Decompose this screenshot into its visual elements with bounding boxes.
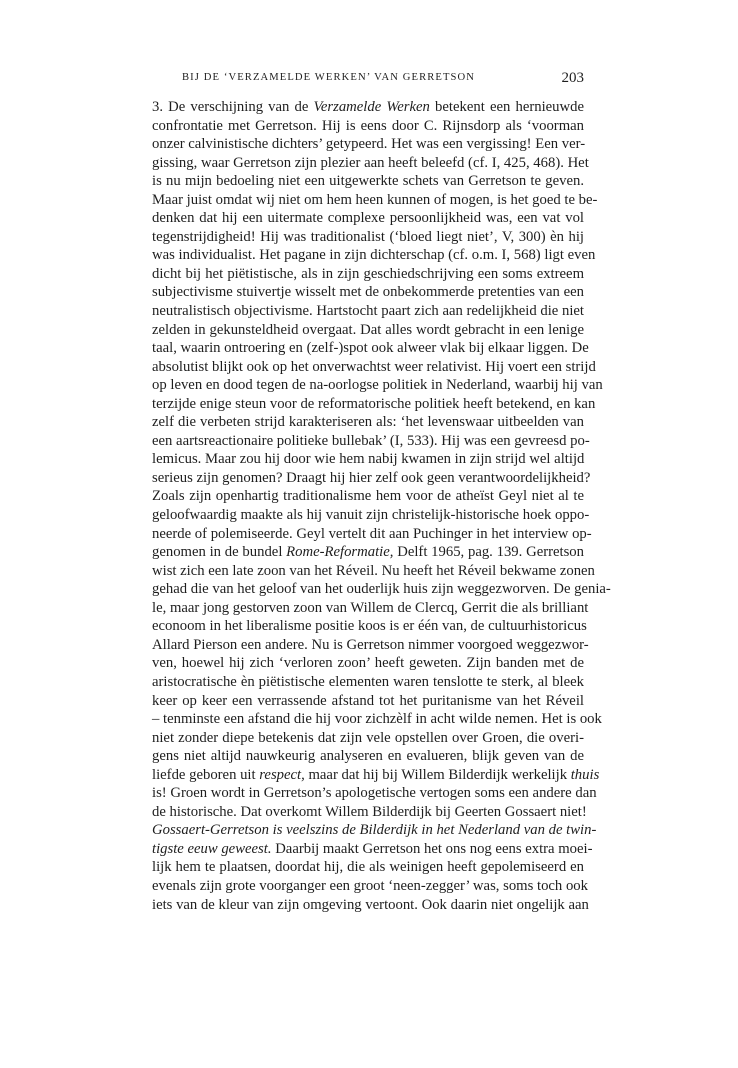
text-line <box>152 506 590 525</box>
italic-text: Rome-Reformatie, <box>286 544 394 561</box>
text-run: aristocratische èn piëtistische elementen waren tenslotte te sterk, al bleek <box>152 673 584 690</box>
text-line <box>152 766 600 785</box>
text-run: le, maar jong gestorven zoon van Willem de Clercq, Gerrit die als brilliant <box>152 599 589 616</box>
text-line <box>152 283 584 302</box>
text-run: genomen in de bundel <box>152 544 287 561</box>
text-run: lijk hem te plaatsen, doordat hij, die als weinigen heeft gepolemiseerd en <box>152 859 584 876</box>
text-line <box>152 821 597 840</box>
text-run: is nu mijn bedoeling niet een uitgewerkte schets van Gerretson te geven. <box>152 173 584 190</box>
text-run: niet zonder diepe betekenis dat zijn vele opstellen over Groen, die overi- <box>152 729 584 746</box>
text-line <box>152 858 584 877</box>
text-line <box>152 784 597 803</box>
text-run: ven, hoewel hij zich ‘verloren zoon’ heeft geweten. Zijn banden met de <box>152 655 584 672</box>
text-line <box>152 803 587 822</box>
text-line <box>152 376 603 395</box>
text-run: liefde geboren uit <box>152 766 260 783</box>
text-line <box>152 729 584 748</box>
text-run: absolutist blijkt ook op het onverwachtst weer relativist. Hij voert een strijd <box>152 358 596 375</box>
text-line <box>152 339 589 358</box>
text-run: keer op keer een verrassende afstand tot het puritanisme van het Réveil <box>152 692 584 709</box>
text-line <box>152 580 611 599</box>
text-run: tegenstrijdigheid! Hij was traditionalist (‘bloed liegt niet’, V, 300) èn hij <box>152 228 584 245</box>
text-run: taal, waarin ontroering en (zelf-)spot ook alweer vlak bij elkaar liggen. De <box>152 340 589 357</box>
text-run: een aartsreactionaire politieke bullebak’ (I, 533). Hij was een gevreesd po- <box>152 432 590 449</box>
text-line <box>152 135 584 154</box>
text-run: de historische. Dat overkomt Willem Bilderdijk bij Geerten Gossaert niet! <box>152 803 587 820</box>
text-run: terzijde enige steun voor de reformatorische politiek heeft betekend, en kan <box>152 395 596 412</box>
text-line <box>152 673 584 692</box>
italic-text: respect, <box>259 766 305 783</box>
text-run: econoom in het liberalisme positie koos is er één van, de cultuurhistoricus <box>152 618 587 635</box>
text-run: betekent een hernieuwde <box>429 99 584 115</box>
text-run: neerde of polemiseerde. Geyl vertelt dit aan Puchinger in het interview op- <box>152 525 592 542</box>
text-line <box>152 209 584 228</box>
text-line <box>152 543 584 562</box>
text-line <box>152 154 589 173</box>
text-line <box>152 191 598 210</box>
page-number: 203 <box>561 70 584 86</box>
italic-text: thuis <box>570 766 600 783</box>
text-run: zelden in gekunsteldheid overgaat. Dat alles wordt gebracht in een lenige <box>152 321 584 338</box>
text-line <box>152 617 587 636</box>
text-run: gissing, waar Gerretson zijn plezier aan heeft beleefd (cf. I, 425, 468). Het <box>152 154 589 171</box>
text-run: denken dat hij een uitermate complexe persoonlijkheid was, een vat vol <box>152 210 584 227</box>
text-line <box>152 432 590 451</box>
text-run: geloofwaardig maakte als hij vanuit zijn christelijk-historische hoek oppo- <box>152 507 590 524</box>
text-line <box>152 358 596 377</box>
text-line <box>152 877 588 896</box>
text-run: gens niet altijd nauwkeurig analyseren en evalueren, blijk geven van de <box>152 748 584 765</box>
text-line <box>152 321 584 340</box>
text-line <box>152 896 589 915</box>
text-line <box>152 599 589 618</box>
text-run: 3. De verschijning van de <box>152 99 314 115</box>
text-run: op leven en dood tegen de na-oorlogse politiek in Nederland, waarbij hij van <box>152 377 603 394</box>
text-line <box>152 562 595 581</box>
text-line <box>152 246 596 265</box>
text-line <box>152 747 584 766</box>
text-line <box>152 98 584 117</box>
text-run: serieus zijn genomen? Draagt hij hier zelf ook geen verantwoordelijkheid? <box>152 469 591 486</box>
text-line <box>152 117 584 136</box>
text-run: onzer calvinistische dichters’ getypeerd. Het was een vergissing! Een ver- <box>152 136 586 153</box>
text-line <box>152 840 593 859</box>
text-line <box>152 525 592 544</box>
page-header <box>152 70 584 90</box>
text-run: confrontatie met Gerretson. Hij is eens door C. Rijnsdorp als ‘voorman <box>152 117 584 134</box>
text-run: Allard Pierson een andere. Nu is Gerretson nimmer voorgoed weggezwor- <box>152 636 589 653</box>
text-run: Delft 1965, pag. 139. Gerretson <box>393 544 584 561</box>
text-run: dicht bij het piëtistische, als in zijn geschiedschrijving een soms extreem <box>152 265 584 282</box>
text-run: neutralistisch objectivisme. Hartstocht paart zich aan redelijkheid die niet <box>152 303 584 320</box>
text-line <box>152 692 584 711</box>
text-run: evenals zijn grote voorganger een groot ‘neen-zegger’ was, soms toch ook <box>152 877 588 894</box>
body-text <box>152 98 611 914</box>
italic-text: tigste eeuw geweest. <box>152 840 272 857</box>
running-head: BIJ DE ‘VERZAMELDE WERKEN’ VAN GERRETSON <box>182 72 476 83</box>
text-line <box>152 487 584 506</box>
text-run: zelf die verbeten strijd karakteriseren als: ‘het levenswaar uitbeelden van <box>152 414 584 431</box>
italic-text: Verzamelde Werken <box>313 99 430 115</box>
text-line <box>152 654 584 673</box>
text-line <box>152 172 584 191</box>
text-line <box>152 413 584 432</box>
text-run: subjectivisme stuivertje wisselt met de onbekommerde pretenties van een <box>152 284 584 301</box>
text-run: gehad die van het geloof van het ouderlijk huis zijn weggezworven. De genia- <box>152 581 611 598</box>
text-run: lemicus. Maar zou hij door wie hem nabij kwamen in zijn strijd wel altijd <box>152 451 585 468</box>
text-run: is! Groen wordt in Gerretson’s apologetische vertogen soms een andere dan <box>152 785 597 802</box>
text-line <box>152 265 584 284</box>
text-run: Zoals zijn openhartig traditionalisme hem voor de atheïst Geyl niet al te <box>152 488 584 505</box>
text-run: Maar juist omdat wij niet om hem heen kunnen of mogen, is het goed te be- <box>152 191 598 208</box>
text-line <box>152 395 596 414</box>
text-run: wist zich een late zoon van het Réveil. Nu heeft het Réveil bekwame zonen <box>152 562 595 579</box>
text-line <box>152 450 584 469</box>
text-run: Daarbij maakt Gerretson het ons nog eens extra moei- <box>271 840 593 857</box>
text-run: maar dat hij bij Willem Bilderdijk werkelijk <box>304 766 571 783</box>
text-run: – tenminste een afstand die hij voor zichzèlf in acht wilde nemen. Het is ook <box>152 711 602 728</box>
text-line <box>152 636 589 655</box>
italic-text: Gossaert-Gerretson is veelszins de Bilderdijk in het Nederland van de twin- <box>152 822 597 839</box>
text-line <box>152 469 591 488</box>
text-line <box>152 710 602 729</box>
text-run: iets van de kleur van zijn omgeving vertoont. Ook daarin niet ongelijk aan <box>152 896 589 913</box>
text-line <box>152 228 584 247</box>
text-line <box>152 302 584 321</box>
text-run: was individualist. Het pagane in zijn dichterschap (cf. o.m. I, 568) ligt even <box>152 247 596 264</box>
